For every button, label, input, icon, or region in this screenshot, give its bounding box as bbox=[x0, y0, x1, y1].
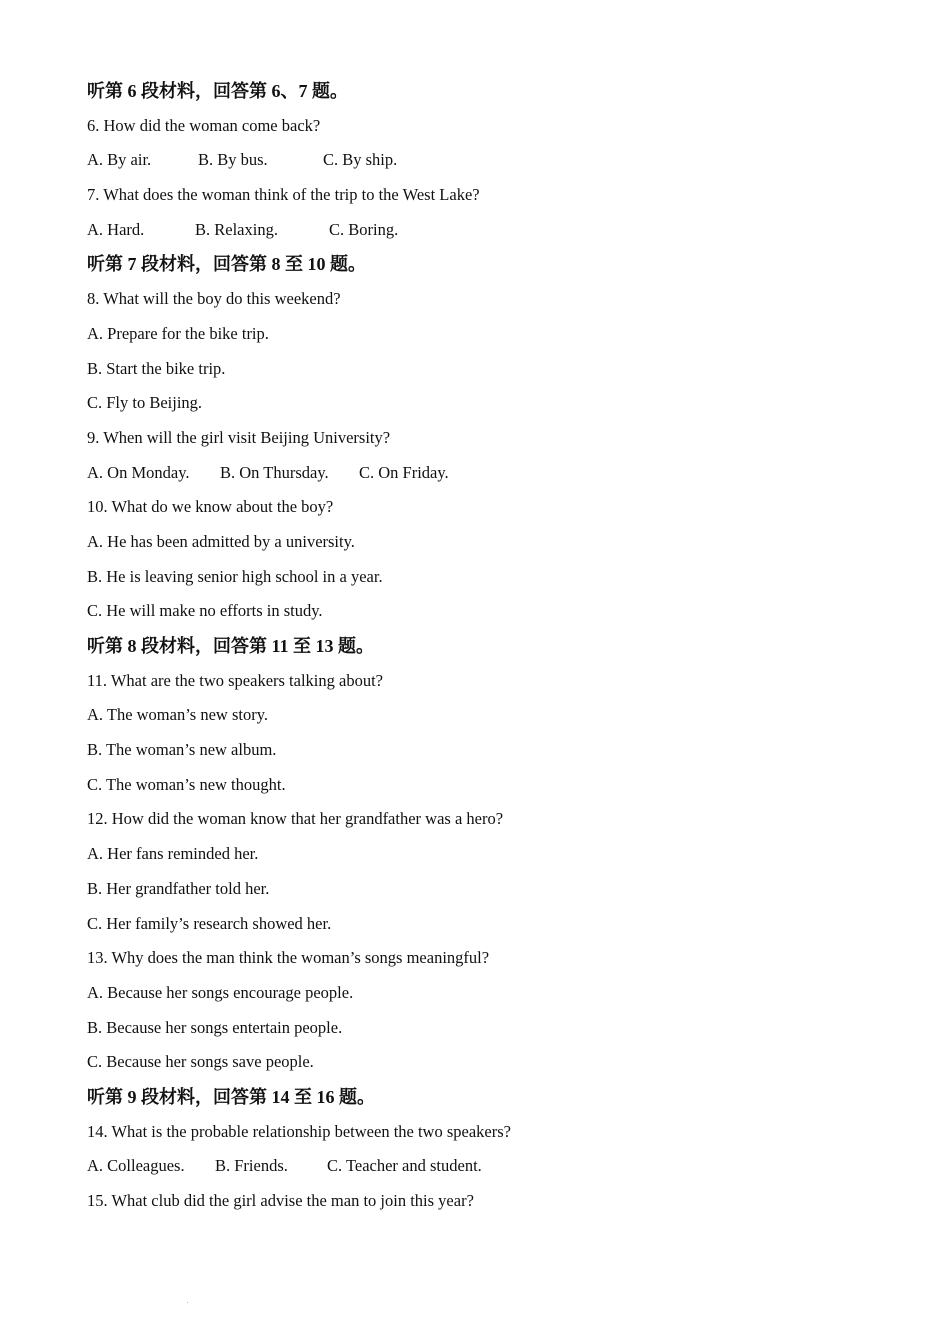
section-heading: 听第 6 段材料，回答第 6、7 题。 bbox=[87, 81, 348, 101]
option-c: C. Boring. bbox=[329, 219, 399, 239]
question-text: 8. What will the boy do this weekend? bbox=[87, 289, 341, 309]
question-text: 11. What are the two speakers talking about? bbox=[87, 670, 383, 690]
question-text: 12. How did the woman know that her grandfather was a hero? bbox=[87, 809, 504, 829]
option-b: B. On Thursday. bbox=[220, 462, 329, 482]
option-a: A. Her fans reminded her. bbox=[87, 844, 259, 864]
option-a: A. By air. bbox=[87, 150, 152, 170]
option-b: B. Because her songs entertain people. bbox=[87, 1017, 343, 1037]
question-text: 13. Why does the man think the woman’s songs meaningful? bbox=[87, 948, 490, 968]
option-row bbox=[87, 1149, 887, 1184]
option-row bbox=[87, 213, 887, 248]
stray-dot bbox=[187, 1302, 188, 1303]
section-heading: 听第 9 段材料，回答第 14 至 16 题。 bbox=[87, 1086, 375, 1107]
option-a: A. Prepare for the bike trip. bbox=[87, 323, 269, 343]
question-sheet bbox=[87, 74, 887, 1219]
option-row bbox=[87, 143, 887, 178]
option-b: B. Relaxing. bbox=[195, 219, 278, 239]
option-c: C. Teacher and student. bbox=[327, 1156, 482, 1176]
question-text: 10. What do we know about the boy? bbox=[87, 497, 334, 517]
option-c: C. On Friday. bbox=[359, 462, 449, 482]
option-b: B. Start the bike trip. bbox=[87, 358, 226, 378]
option-c: C. By ship. bbox=[323, 150, 398, 170]
option-c: C. Fly to Beijing. bbox=[87, 393, 203, 413]
option-b: B. Her grandfather told her. bbox=[87, 878, 270, 898]
question-text: 15. What club did the girl advise the man to join this year? bbox=[87, 1191, 474, 1210]
question-text: 9. When will the girl visit Beijing University? bbox=[87, 427, 391, 447]
option-a: A. The woman’s new story. bbox=[87, 705, 269, 725]
question-text: 7. What does the woman think of the trip to the West Lake? bbox=[87, 185, 480, 205]
option-c: C. The woman’s new thought. bbox=[87, 774, 286, 794]
option-c: C. Her family’s research showed her. bbox=[87, 913, 332, 933]
question-text: 14. What is the probable relationship between the two speakers? bbox=[87, 1121, 511, 1141]
option-a: A. Colleagues. bbox=[87, 1156, 185, 1176]
option-c: C. He will make no efforts in study. bbox=[87, 601, 323, 621]
option-a: A. Hard. bbox=[87, 219, 145, 239]
option-a: A. He has been admitted by a university. bbox=[87, 531, 355, 551]
option-a: A. Because her songs encourage people. bbox=[87, 982, 354, 1002]
option-a: A. On Monday. bbox=[87, 462, 190, 482]
section-heading: 听第 8 段材料，回答第 11 至 13 题。 bbox=[87, 636, 375, 656]
option-b: B. By bus. bbox=[198, 150, 268, 170]
option-b: B. Friends. bbox=[215, 1156, 288, 1176]
option-c: C. Because her songs save people. bbox=[87, 1052, 314, 1072]
question-text: 6. How did the woman come back? bbox=[87, 115, 321, 135]
option-b: B. The woman’s new album. bbox=[87, 740, 277, 760]
option-row bbox=[87, 456, 887, 491]
section-heading: 听第 7 段材料，回答第 8 至 10 题。 bbox=[87, 254, 366, 275]
option-b: B. He is leaving senior high school in a year. bbox=[87, 566, 383, 586]
